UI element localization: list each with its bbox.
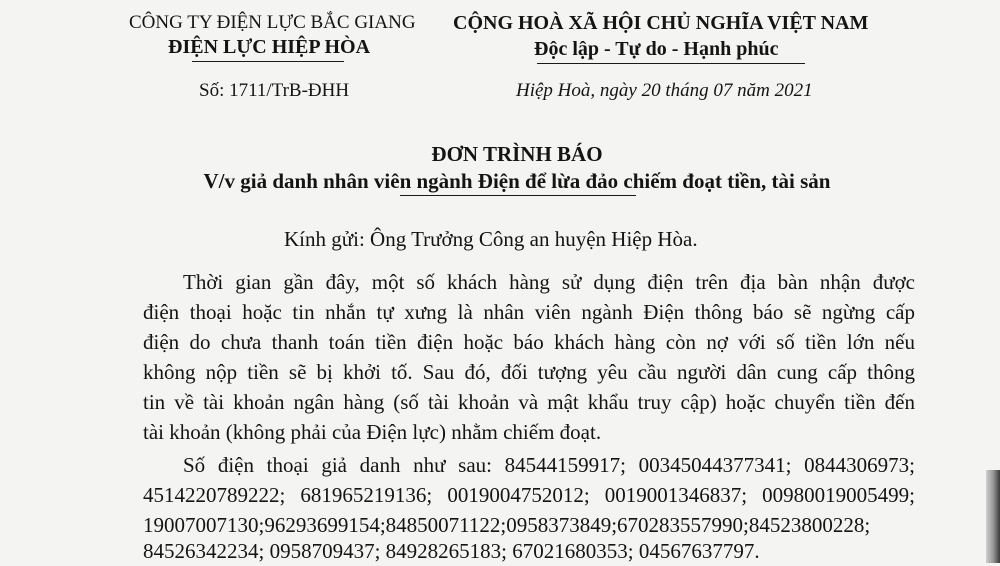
phone-line: 19007007130;96293699154;84850071122;0958373849;670283557990;84523800228; <box>143 513 871 537</box>
phone-line: 4514220789222; 681965219136; 0019004752012; 0019001346837; 00980019005499; <box>143 483 915 507</box>
body-line: không nộp tiền sẽ bị khởi tố. Sau đó, đối tượng yêu cầu người dân cung cấp thông <box>143 360 915 384</box>
phone-line: 84526342234; 0958709437; 84928265183; 67021680353; 04567637797. <box>143 539 760 563</box>
body-line: tin về tài khoản ngân hàng (số tài khoản và mật khẩu truy cập) hoặc chuyển tiền đến <box>143 390 915 414</box>
national-motto: Độc lập - Tự do - Hạnh phúc <box>534 38 779 60</box>
body-line: tài khoản (không phải của Điện lực) nhằm chiếm đoạt. <box>143 420 602 444</box>
document-number: Số: 1711/TrB-ĐHH <box>199 80 350 101</box>
country-name: CỘNG HOÀ XÃ HỘI CHỦ NGHĨA VIỆT NAM <box>453 12 869 34</box>
body-line: điện do chưa thanh toán tiền điện hoặc báo khách hàng còn nợ với số tiền lớn nếu <box>143 330 915 354</box>
motto-underline <box>537 63 805 64</box>
body-line: điện thoại hoặc tin nhắn tự xưng là nhân viên ngành Điện thông báo sẽ ngừng cấp <box>143 300 915 324</box>
recipient-line: Kính gửi: Ông Trưởng Công an huyện Hiệp Hòa. <box>284 227 698 251</box>
company-name: CÔNG TY ĐIỆN LỰC BẮC GIANG <box>129 12 416 33</box>
body-line: Thời gian gần đây, một số khách hàng sử dụng điện trên địa bàn nhận được <box>183 270 915 294</box>
document-title: ĐƠN TRÌNH BÁO <box>431 142 603 166</box>
subject-underline <box>400 195 636 196</box>
document-subject: V/v giả danh nhân viên ngành Điện để lừa đảo chiếm đoạt tiền, tài sản <box>203 169 831 193</box>
branch-underline <box>192 61 344 62</box>
place-date: Hiệp Hoà, ngày 20 tháng 07 năm 2021 <box>516 80 813 101</box>
phone-line: Số điện thoại giả danh như sau: 84544159917; 00345044377341; 0844306973; <box>183 453 915 477</box>
branch-name: ĐIỆN LỰC HIỆP HÒA <box>168 36 371 58</box>
page-edge-shadow <box>986 470 1000 563</box>
